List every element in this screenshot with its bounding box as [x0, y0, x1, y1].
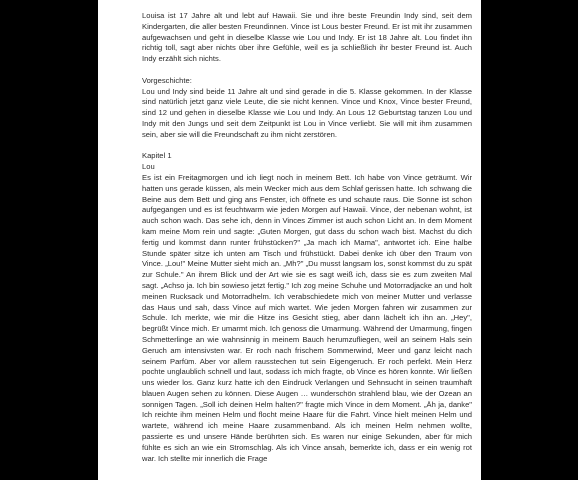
chapter-heading: Kapitel 1 — [142, 151, 172, 161]
paragraph-gap — [142, 65, 472, 76]
chapter-paragraph: Es ist ein Freitagmorgen und ich liegt noch in meinem Bett. Ich habe von Vince geträumt. Wir hatten uns gerade küssen, als mein Wecker mich aus dem Schlaf gerissen hatte. Ich schwang die Beine aus dem Bett und ging ans Fenster, ich öffnete es und schaute raus. Die Sonne ist schon aufgegangen und es ist feuchtwarm wie jeden Morgen auf Hawaii. Vince, der nebenan wohnt, ist auch schon wach. Das sehe ich, denn in Vinces Zimmer ist auch schon Licht an. In dem Moment kam meine Mom rein und sagte: „Guten Morgen, gut dass du schon wach bist. Machst du dich fertig und kommst dann runter frühstücken?" „Ja mach ich Mama", antwortet ich. Eine halbe Stunde später sitze ich unten am Tisch und frühstückt. Dabei denke ich über den Traum von Vince. „Lou!" Meine Mutter sieht mich an. „Mh?" „Du musst langsam los, sonst kommst du zu spät zur Schule." An ihrem Blick und der Art wie sie es sagt weiß ich, dass sie es zum zweiten Mal sagt. „Achso ja. Ich bin sowieso jetzt fertig." Ich zog meine Schuhe und Motorradjacke an und holt meinen Rucksack und Motorradhelm. Ich verabschiedete mich von meiner Mutter und verlasse das Haus und sah, dass Vince auf mich wartet. Wie jeden Morgen fahren wir zusammen zur Schule. Ich merkte, wie mir die Hitze ins Gesicht stieg, aber dann lächelt ich ihn an. „Hey", begrüßt Vince mich. Er umarmt mich. Ich genoss die Umarmung. Während der Umarmung, fingen Schmetterlinge an wie wahnsinnig in meinem Bauch herumzufliegen, weil an seinem Hals sein Geruch am intensivsten war. Er roch nach frischem Sommerwind, Meer und ganz leicht nach seinem Parfüm. Aber vor allem rausstechen tut sein Eigengeruch. Er roch perfekt. Mein Herz pochte unglaublich schnell und laut, sodass ich mich fragte, ob Vince es hören konnte. Wir ließen uns wieder los. Ganz kurz hatte ich den Eindruck Verlangen und Sehnsucht in seinen traumhaft blauen Augen sehen zu können. Diese Augen … wunderschön strahlend blau, wie der Ozean an sonnigen Tagen. „Soll ich deinen Helm halten?" fragte mich Vince in dem Moment. „Äh ja, danke" Ich reichte ihm meinen Helm und flocht meine Haare für die Fahrt. Vince hielt meinen Helm und wartete, während ich meine Haare zusammenband. Als ich meinen Helm nehmen wollte, passierte es und unsere Hände berührten sich. Es waren nur einige Sekunden, aber für mich fühlte es sich an wie ein Stromschlag. Als ich Vince ansah, bemerkte ich, dass er ein wenig rot war. Ich stellte mir innerlich die Frage — [142, 172, 472, 463]
document-body — [142, 11, 472, 464]
prehistory-paragraph: Lou und Indy sind beide 11 Jahre alt und sind gerade in die 5. Klasse gekommen. In der Klasse sind natürlich jetzt ganz viele Leute, die sie nicht kennen. Vince und Knox, Vince bester Freund, sind 12 und gehen in dieselbe Klasse wie Lou und Indy. An Lous 12 Geburtstag tanzen Lou und Indy mit den Jungs und seit dem Zeitpunkt ist Lou in Vince verliebt. Sie will mit ihm zusammen sein, aber sie will die Freundschaft zu ihm nicht zerstören. — [142, 86, 472, 139]
prehistory-heading: Vorgeschichte: — [142, 75, 192, 85]
intro-paragraph: Louisa ist 17 Jahre alt und lebt auf Hawaii. Sie und ihre beste Freundin Indy sind, seit dem Kindergarten, die aller besten Freundinnen. Vince ist Lous bester Freund. Er ist mit ihr zusammen aufgewachsen und geht in dieselbe Klasse wie Lou und Indy. Er ist 18 Jahre alt. Lou findet ihn richtig toll, sagt aber nichts über ihre Gefühle, weil es ja schließlich ihr bester Freund ist. Auch Indy erzählt sich nichts. — [142, 11, 472, 64]
chapter-narrator: Lou — [142, 162, 155, 172]
document-page — [98, 0, 481, 480]
paragraph-gap — [142, 141, 472, 152]
